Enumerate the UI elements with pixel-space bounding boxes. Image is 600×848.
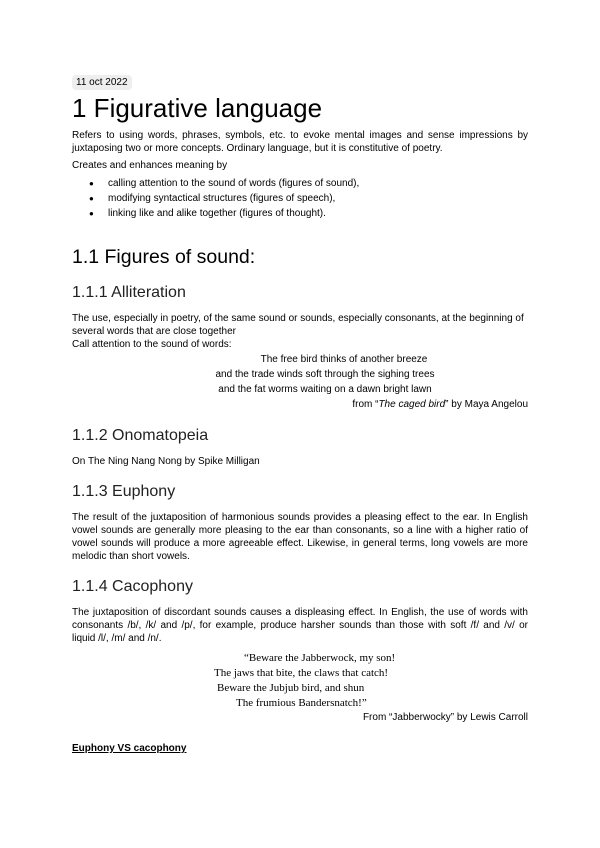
jabberwocky-attribution: From “Jabberwocky” by Lewis Carroll: [362, 712, 528, 723]
creates-line: Creates and enhances meaning by: [72, 160, 228, 171]
section-heading: 1.1 Figures of sound:: [72, 246, 256, 268]
onomatopeia-text: On The Ning Nang Nong by Spike Milligan: [72, 456, 260, 467]
list-item: ● modifying syntactical structures (figures of speech),: [108, 191, 528, 206]
poem-line: The free bird thinks of another breeze: [260, 354, 428, 365]
poem-line: The jaws that bite, the claws that catch!: [214, 667, 389, 679]
alliteration-definition: The use, especially in poetry, of the same sound or sounds, especially consonants, at the beginning of several words that are close together: [72, 313, 524, 337]
poem-line: The frumious Bandersnatch!”: [236, 697, 367, 709]
alliteration-attribution: from “The caged bird” by Maya Angelou: [352, 399, 528, 410]
euphony-text: The result of the juxtaposition of harmonious sounds provides a pleasing effect to the ear. In English vowel sounds are generally more pleasing to the ear than consonants, so a line with a higher ratio of vowel sounds will produce a more agreeable effect. Likewise, in general terms, long vowels are more melodic than short vowels.: [72, 512, 528, 562]
page-title: 1 Figurative language: [72, 93, 323, 123]
intro-paragraph: Refers to using words, phrases, symbols, etc. to evoke mental images and sense impressions by juxtaposing two or more concepts. Ordinary language, but it is constitutive of poetry.: [72, 130, 528, 154]
document-page: [72, 72, 528, 754]
list-item: ● calling attention to the sound of words (figures of sound),: [108, 176, 528, 191]
alliteration-poem: [72, 352, 528, 397]
list-item: ● linking like and alike together (figures of thought).: [108, 206, 528, 221]
euphony-vs-cacophony-heading: Euphony VS cacophony: [72, 743, 187, 754]
poem-line: and the fat worms waiting on a dawn bright lawn: [218, 384, 432, 395]
alliteration-call: Call attention to the sound of words:: [72, 339, 232, 350]
poem-line: Beware the Jubjub bird, and shun: [217, 682, 365, 694]
onomatopeia-heading: 1.1.2 Onomatopeia: [72, 427, 209, 444]
cacophony-heading: 1.1.4 Cacophony: [72, 578, 193, 595]
jabberwocky-poem: [72, 651, 528, 711]
date-chip: 11 oct 2022: [72, 75, 132, 90]
cacophony-text: The juxtaposition of discordant sounds causes a displeasing effect. In English, the use of words with consonants /b/, /k/ and /p/, for example, produce harsher sounds than those with soft /f/ and /v/ or liquid /l/, /m/ and /n/.: [72, 607, 528, 644]
bullet-list: [72, 176, 528, 221]
alliteration-heading: 1.1.1 Alliteration: [72, 284, 186, 301]
poem-line: “Beware the Jabberwock, my son!: [244, 652, 396, 664]
euphony-heading: 1.1.3 Euphony: [72, 483, 176, 500]
poem-line: and the trade winds soft through the sighing trees: [215, 369, 435, 380]
